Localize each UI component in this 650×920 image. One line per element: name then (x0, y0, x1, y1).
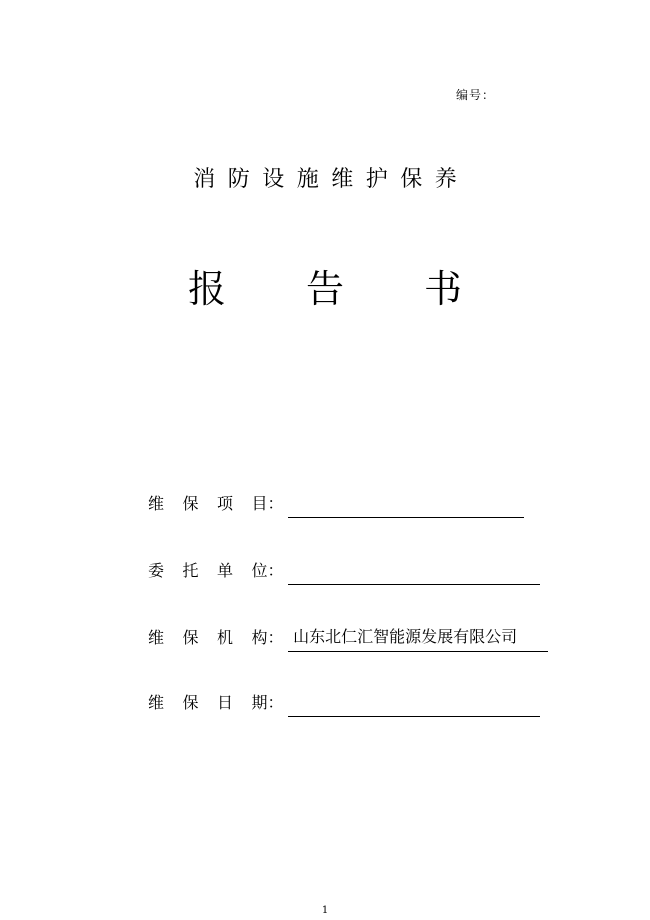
title-char: 书 (423, 267, 462, 311)
field-value-line[interactable] (288, 558, 540, 585)
subtitle-char: 消 (193, 167, 216, 192)
title-char: 告 (305, 267, 344, 311)
document-subtitle (0, 162, 650, 193)
field-value-line[interactable] (288, 690, 540, 717)
field-label: 维 保 机 构： (148, 628, 284, 647)
subtitle-char: 防 (227, 167, 250, 192)
document-title (0, 258, 650, 313)
subtitle-char: 施 (296, 167, 319, 192)
page-number: 1 (321, 905, 329, 916)
subtitle-char: 护 (365, 167, 388, 192)
subtitle-char: 维 (331, 167, 354, 192)
field-label: 委 托 单 位： (148, 561, 284, 580)
field-label: 维 保 日 期： (148, 693, 284, 712)
subtitle-char: 保 (400, 167, 423, 192)
field-value-line[interactable]: 山东北仁汇智能源发展有限公司 (288, 625, 548, 652)
field-label: 维 保 项 目： (148, 494, 284, 513)
title-char: 报 (187, 267, 226, 311)
serial-number-label: 编号： (456, 88, 496, 102)
subtitle-char: 养 (434, 167, 457, 192)
subtitle-char: 设 (262, 167, 285, 192)
field-value-line[interactable] (288, 491, 524, 518)
